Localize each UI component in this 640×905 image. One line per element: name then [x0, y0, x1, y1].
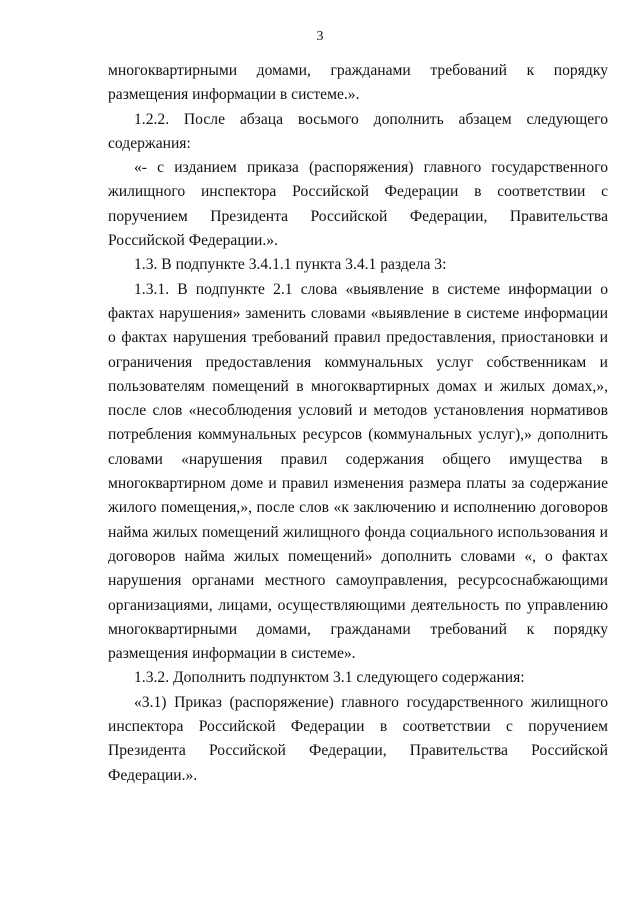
paragraph-continuation: многоквартирными домами, гражданами требований к порядку размещения информации в системе.». — [108, 62, 608, 104]
paragraph-1-3-2: 1.3.2. Дополнить подпунктом 3.1 следующего содержания: — [134, 669, 525, 687]
paragraph-quote-order: «- с изданием приказа (распоряжения) главного государственного жилищного инспектора Российской Федерации в соответствии с поручением Президента Российской Федерации, Правительства Российской Федерации.». — [108, 159, 608, 250]
paragraph-1-3: 1.3. В подпункте 3.4.1.1 пункта 3.4.1 раздела 3: — [134, 256, 447, 274]
document-body — [108, 59, 608, 788]
paragraph-quote-3-1: «3.1) Приказ (распоряжение) главного государственного жилищного инспектора Российской Федерации в соответствии с поручением Президента Российской Федерации, Правительства Российской Федерации.». — [108, 693, 608, 784]
paragraph-1-2-2: 1.2.2. После абзаца восьмого дополнить абзацем следующего содержания: — [108, 110, 608, 152]
page-number: 3 — [316, 29, 324, 44]
paragraph-1-3-1: 1.3.1. В подпункте 2.1 слова «выявление в системе информации о фактах нарушения» заменить словами «выявление в системе информации о фактах нарушения требований правил предоставления, приостановки и ограничения предоставления коммунальных услуг собственникам и пользователям помещений в многоквартирных домах и жилых домах,», после слов «несоблюдения условий и методов установления нормативов потребления коммунальных ресурсов (коммунальных услуг),» дополнить словами «нарушения правил содержания общего имущества в многоквартирном доме и правил изменения размера платы за содержание жилого помещения,», после слов «к заключению и исполнению договоров найма жилых помещений жилищного фонда социального использования и договоров найма жилых помещений» дополнить словами «, о фактах нарушения органами местного самоуправления, ресурсоснабжающими организациями, лицами, осуществляющими деятельность по управлению многоквартирными домами, гражданами требований к порядку размещения информации в системе». — [108, 280, 608, 663]
